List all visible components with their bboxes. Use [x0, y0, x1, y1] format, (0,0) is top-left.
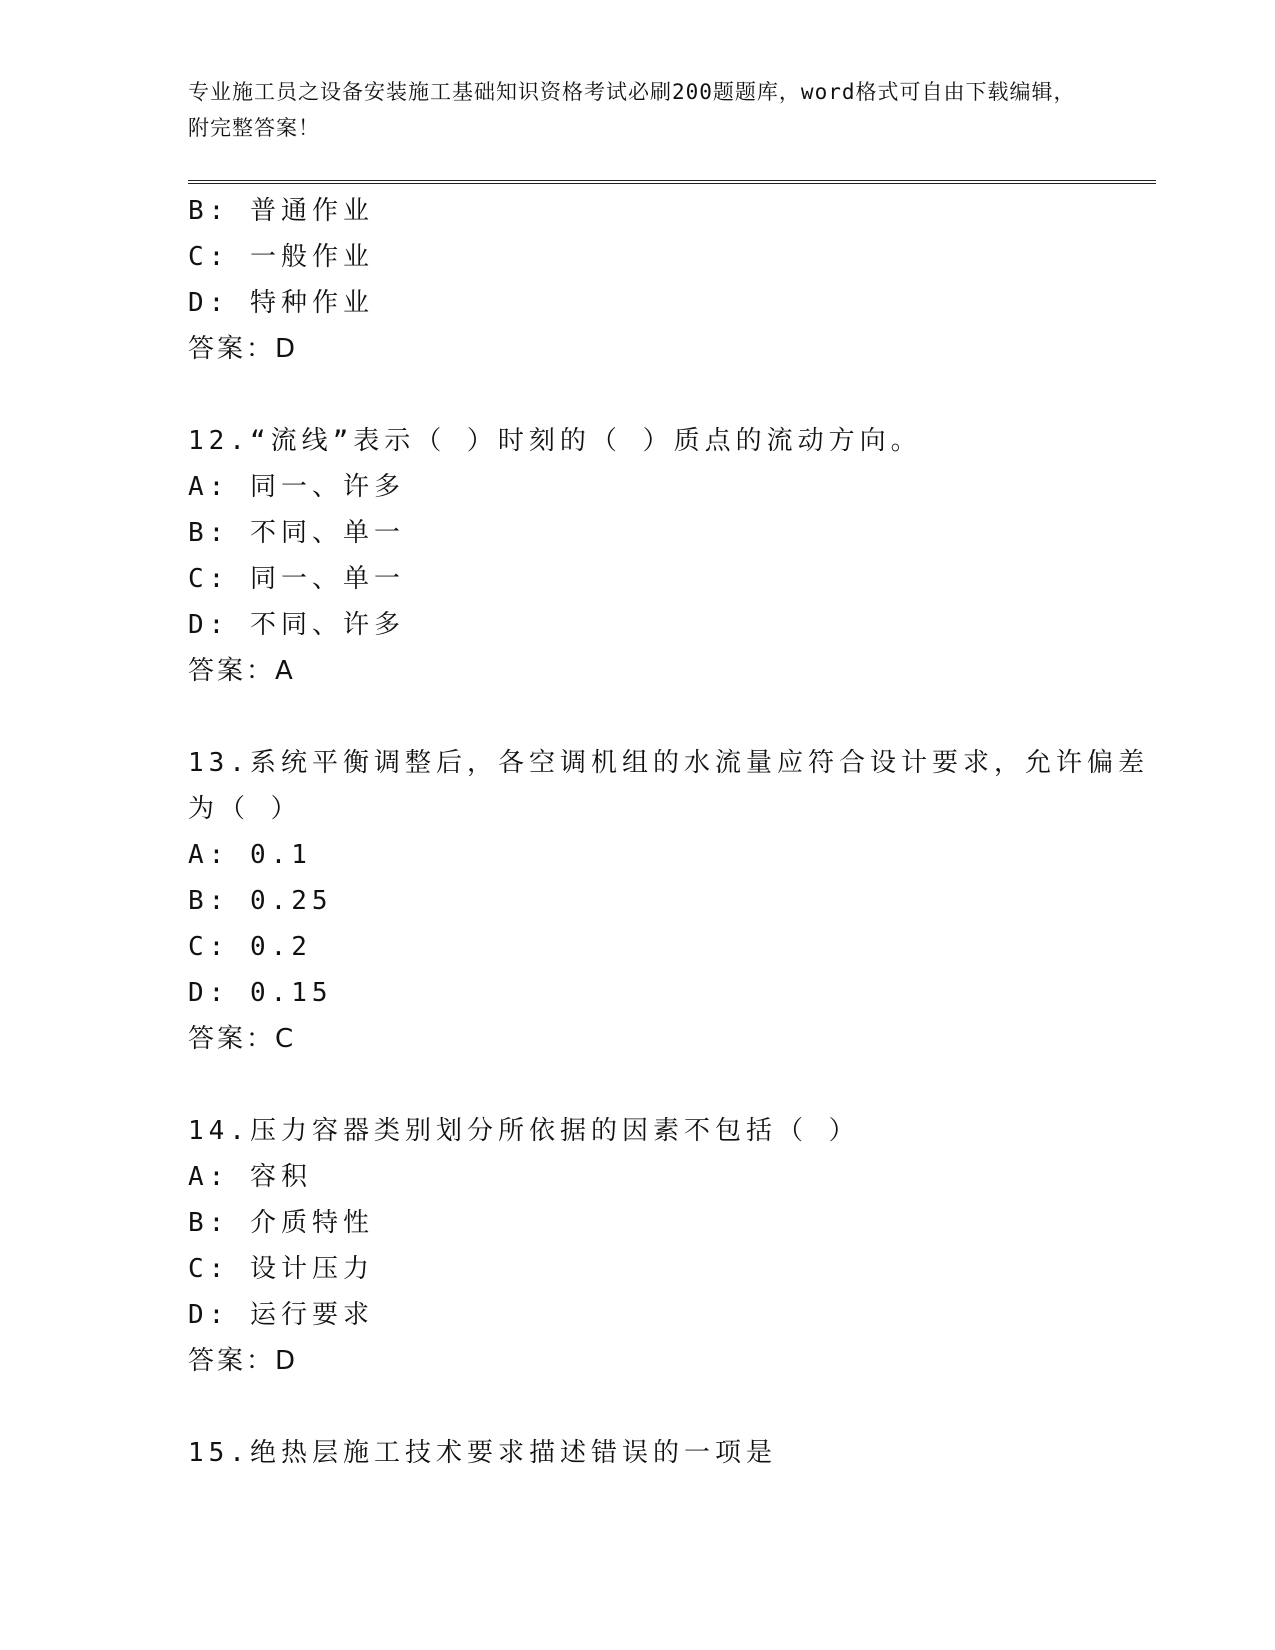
option-a: A: 同一、许多 [188, 472, 405, 502]
option-b: B: 0.25 [188, 886, 333, 916]
option-c: C: 设计压力 [188, 1254, 374, 1284]
option-a: A: 0.1 [188, 840, 312, 870]
answer: 答案：C [188, 1024, 297, 1054]
question-stem-line-1: 13.系统平衡调整后，各空调机组的水流量应符合设计要求，允许偏差 [188, 748, 1149, 778]
question-stem: 14.压力容器类别划分所依据的因素不包括（ ） [188, 1116, 860, 1146]
document-header [188, 74, 1088, 146]
spacer [188, 694, 1088, 740]
question-13 [188, 740, 1149, 1062]
answer: 答案：D [188, 1346, 299, 1376]
spacer [188, 372, 1088, 418]
option-c: C: 同一、单一 [188, 564, 405, 594]
option-d: D: 不同、许多 [188, 610, 405, 640]
option-b: B: 介质特性 [188, 1208, 374, 1238]
option-a: A: 容积 [188, 1162, 312, 1192]
question-12 [188, 418, 1088, 694]
header-divider [188, 180, 1156, 184]
answer: 答案：D [188, 334, 299, 364]
question-11 [188, 188, 1088, 372]
answer: 答案：A [188, 656, 296, 686]
option-c: C: 一般作业 [188, 242, 374, 272]
option-c: C: 0.2 [188, 932, 312, 962]
option-b: B: 普通作业 [188, 196, 374, 226]
question-15 [188, 1430, 1088, 1476]
option-d: D: 运行要求 [188, 1300, 374, 1330]
option-d: D: 0.15 [188, 978, 333, 1008]
spacer [188, 1062, 1088, 1108]
header-title: 专业施工员之设备安装施工基础知识资格考试必刷200题题库，word格式可自由下载编辑，附完整答案！ [188, 80, 1076, 140]
question-stem: 12.“流线”表示（ ）时刻的（ ）质点的流动方向。 [188, 426, 922, 456]
question-list [188, 188, 1149, 1476]
question-14 [188, 1108, 1088, 1384]
option-b: B: 不同、单一 [188, 518, 405, 548]
question-stem-line-2: 为（ ） [188, 794, 302, 824]
spacer [188, 1384, 1088, 1430]
option-d: D: 特种作业 [188, 288, 374, 318]
question-stem: 15.绝热层施工技术要求描述错误的一项是 [188, 1438, 777, 1468]
